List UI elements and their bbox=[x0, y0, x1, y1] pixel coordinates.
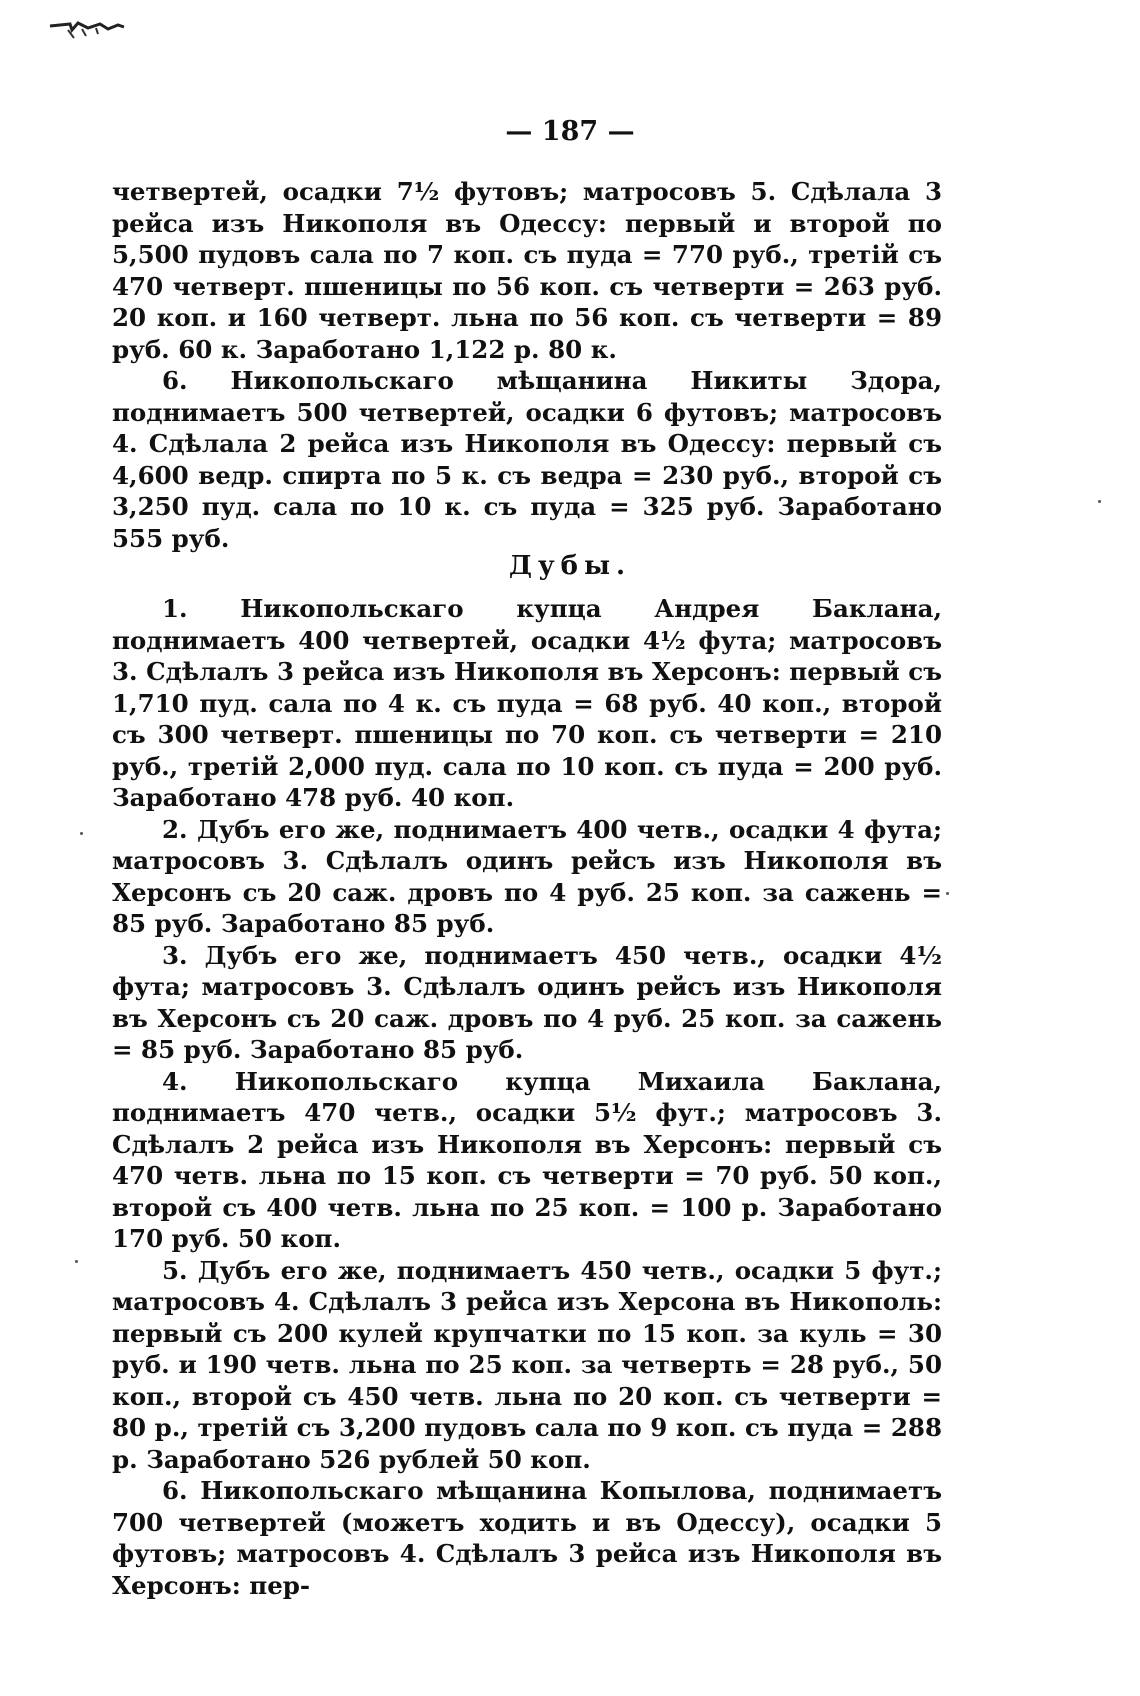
page-number: — 187 — bbox=[505, 116, 635, 147]
scan-speck bbox=[80, 832, 83, 835]
scan-artifact-mark bbox=[48, 18, 126, 40]
scan-speck bbox=[75, 1260, 78, 1263]
paragraph-dub-2: 2. Дубъ его же, поднимаетъ 400 четв., осадки 4 фута; матросовъ 3. Сдѣлалъ одинъ рейсъ изъ Никополя въ Херсонъ съ 20 саж. дровъ по 4 руб. 25 коп. за сажень = 85 руб. Заработано 85 руб. bbox=[112, 814, 942, 938]
top-section bbox=[112, 176, 942, 554]
paragraph-dub-5: 5. Дубъ его же, поднимаетъ 450 четв., осадки 5 фут.; матросовъ 4. Сдѣлалъ 3 рейса изъ Херсона въ Никополь: первый съ 200 кулей крупчатки по 15 коп. за куль = 30 руб. и 190 четв. льна по 25 коп. за четверть = 28 руб., 50 коп., второй съ 450 четв. льна по 20 коп. съ четверти = 80 р., третій съ 3,200 пудовъ сала по 9 коп. съ пуда = 288 р. Заработано 526 рублей 50 коп. bbox=[112, 1255, 942, 1474]
scan-speck bbox=[1098, 500, 1101, 503]
paragraph-continued: четвертей, осадки 7½ футовъ; матросовъ 5. Сдѣлала 3 рейса изъ Никополя въ Одессу: первый и второй по 5,500 пудовъ сала по 7 коп. съ пуда = 770 руб., третій съ 470 четверт. пшеницы по 56 коп. съ четверти = 263 руб. 20 коп. и 160 четверт. льна по 56 коп. съ четверти = 89 руб. 60 к. Заработано 1,122 р. 80 к. bbox=[112, 177, 942, 364]
paragraph-dub-4: 4. Никопольскаго купца Михаила Баклана, поднимаетъ 470 четв., осадки 5½ фут.; матросовъ 3. Сдѣлалъ 2 рейса изъ Никополя въ Херсонъ: первый съ 470 четв. льна по 15 коп. съ четверти = 70 руб. 50 коп., второй съ 400 четв. льна по 25 коп. = 100 р. Заработано 170 руб. 50 коп. bbox=[112, 1066, 942, 1253]
paragraph-dub-6: 6. Никопольскаго мѣщанина Копылова, поднимаетъ 700 четвертей (можетъ ходить и въ Одессу), осадки 5 футовъ; матросовъ 4. Сдѣлалъ 3 рейса изъ Никополя въ Херсонъ: пер- bbox=[112, 1476, 942, 1600]
section-heading-duby: Дубы. bbox=[508, 551, 632, 581]
scan-speck bbox=[946, 892, 949, 895]
paragraph-item-6-zdora: 6. Никопольскаго мѣщанина Никиты Здора, поднимаетъ 500 четвертей, осадки 6 футовъ; матросовъ 4. Сдѣлала 2 рейса изъ Никополя въ Одессу: первый съ 4,600 ведр. спирта по 5 к. съ ведра = 230 руб., второй съ 3,250 пуд. сала по 10 к. съ пуда = 325 руб. Заработано 555 руб. bbox=[112, 366, 942, 553]
duby-section bbox=[112, 593, 942, 1601]
paragraph-dub-1: 1. Никопольскаго купца Андрея Баклана, поднимаетъ 400 четвертей, осадки 4½ фута; матросовъ 3. Сдѣлалъ 3 рейса изъ Никополя въ Херсонъ: первый съ 1,710 пуд. сала по 4 к. съ пуда = 68 руб. 40 коп., второй съ 300 четверт. пшеницы по 70 коп. съ четверти = 210 руб., третій 2,000 пуд. сала по 10 коп. съ пуда = 200 руб. Заработано 478 руб. 40 коп. bbox=[112, 594, 942, 812]
paragraph-dub-3: 3. Дубъ его же, поднимаетъ 450 четв., осадки 4½ фута; матросовъ 3. Сдѣлалъ одинъ рейсъ изъ Никополя въ Херсонъ съ 20 саж. дровъ по 4 руб. 25 коп. за сажень = 85 руб. Заработано 85 руб. bbox=[112, 940, 942, 1064]
